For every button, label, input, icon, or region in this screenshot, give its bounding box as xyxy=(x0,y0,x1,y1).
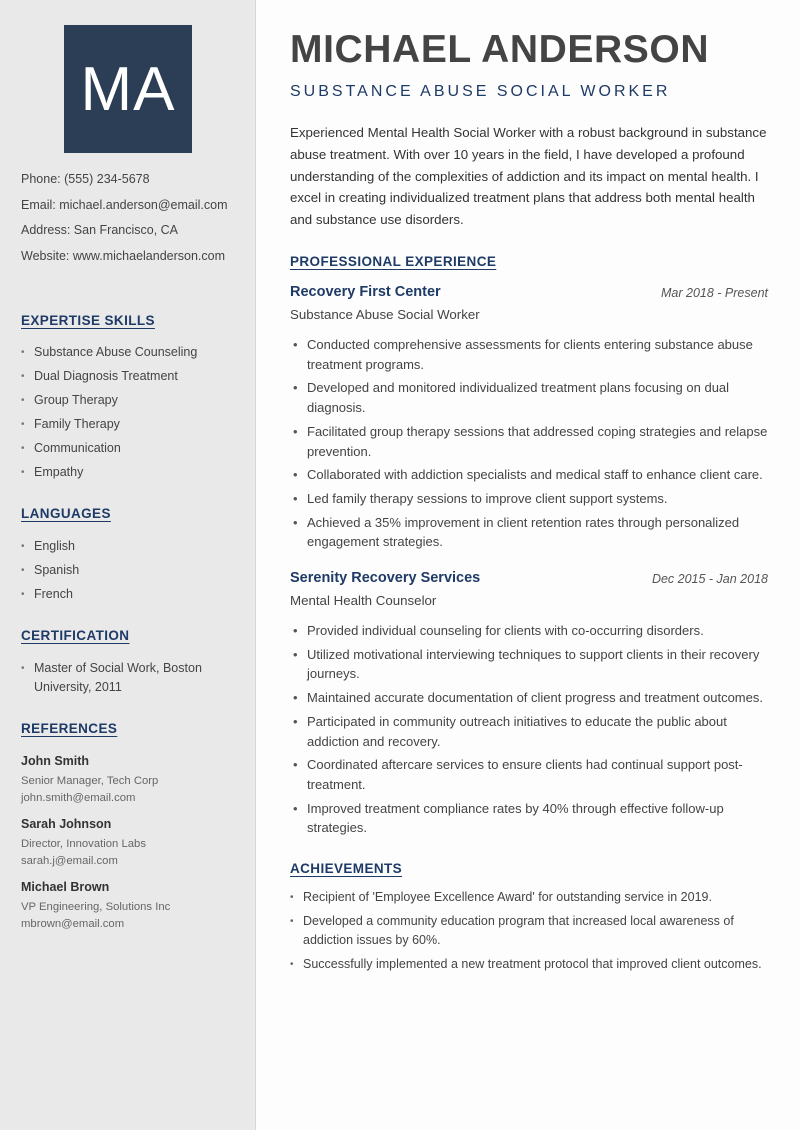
job-bullet: • Participated in community outreach initiatives to educate the public about addiction and recovery. xyxy=(290,712,768,751)
candidate-name: MICHAEL ANDERSON xyxy=(290,28,710,71)
skill-item: • Family Therapy xyxy=(21,415,246,434)
language-item: • Spanish xyxy=(21,561,246,580)
skills-list xyxy=(21,343,246,487)
job-bullet: • Improved treatment compliance rates by 40% through effective follow-up strategies. xyxy=(290,799,768,838)
job-role: Mental Health Counselor xyxy=(290,593,437,608)
candidate-title: SUBSTANCE ABUSE SOCIAL WORKER xyxy=(290,83,671,100)
skill-item: • Substance Abuse Counseling xyxy=(21,343,246,362)
experience-heading: PROFESSIONAL EXPERIENCE xyxy=(290,254,497,269)
reference-name: John Smith xyxy=(21,754,90,768)
job-entry xyxy=(290,570,768,842)
achievement-item: • Developed a community education program that increased local awareness of addiction issues by 60%. xyxy=(290,912,770,950)
sidebar xyxy=(0,0,256,1130)
references-list xyxy=(21,753,246,942)
languages-heading: LANGUAGES xyxy=(21,506,111,521)
job-dates: Mar 2018 - Present xyxy=(661,286,768,300)
reference-role: Director, Innovation Labs xyxy=(21,838,146,850)
reference-role: Senior Manager, Tech Corp xyxy=(21,775,159,787)
achievement-item: • Successfully implemented a new treatment protocol that improved client outcomes. xyxy=(290,955,770,974)
job-bullet: • Maintained accurate documentation of client progress and treatment outcomes. xyxy=(290,688,768,708)
contact-address: Address: San Francisco, CA xyxy=(21,223,179,237)
summary-paragraph: Experienced Mental Health Social Worker with a robust background in substance abuse treatment. With over 10 years in the field, I have developed a profound understanding of the complexities of addiction and its impact on mental health. I excel in creating individualized treatment plans that address both mental health and substance use disorders. xyxy=(290,125,767,228)
certification-item: • Master of Social Work, Boston University, 2011 xyxy=(21,659,246,697)
job-bullet: • Collaborated with addiction specialists and medical staff to enhance client care. xyxy=(290,465,768,485)
language-item: • English xyxy=(21,537,246,556)
contact-info xyxy=(21,172,251,274)
job-header xyxy=(290,570,768,590)
job-company: Recovery First Center xyxy=(290,284,441,300)
job-role: Substance Abuse Social Worker xyxy=(290,307,480,322)
contact-email: Email: michael.anderson@email.com xyxy=(21,197,228,212)
contact-phone: Phone: (555) 234-5678 xyxy=(21,172,150,186)
job-bullet: • Led family therapy sessions to improve client support systems. xyxy=(290,489,768,509)
skills-heading: EXPERTISE SKILLS xyxy=(21,313,155,328)
job-bullet: • Provided individual counseling for clients with co-occurring disorders. xyxy=(290,621,768,641)
job-dates: Dec 2015 - Jan 2018 xyxy=(651,572,768,586)
achievement-item: • Recipient of 'Employee Excellence Award' for outstanding service in 2019. xyxy=(290,888,770,907)
job-company: Serenity Recovery Services xyxy=(290,570,481,586)
reference-entry xyxy=(21,753,246,807)
contact-website: Website: www.michaelanderson.com xyxy=(21,248,226,263)
languages-list xyxy=(21,537,246,609)
job-bullet: • Coordinated aftercare services to ensure clients had continual support post-treatment. xyxy=(290,755,768,794)
references-heading: REFERENCES xyxy=(21,721,118,736)
certification-heading: CERTIFICATION xyxy=(21,628,130,643)
job-header xyxy=(290,284,768,304)
job-bullet: • Facilitated group therapy sessions that addressed coping strategies and relapse prevention. xyxy=(290,422,768,461)
monogram-avatar: MA xyxy=(64,25,192,153)
skill-item: • Dual Diagnosis Treatment xyxy=(21,367,246,386)
job-bullets xyxy=(290,335,768,552)
achievements-heading: ACHIEVEMENTS xyxy=(290,861,403,876)
reference-entry xyxy=(21,879,246,933)
skill-item: • Communication xyxy=(21,439,246,458)
certification-list xyxy=(21,659,246,702)
reference-email: sarah.j@email.com xyxy=(21,855,118,867)
job-bullet: • Developed and monitored individualized treatment plans focusing on dual diagnosis. xyxy=(290,378,768,417)
job-bullet: • Achieved a 35% improvement in client retention rates through personalized engagement strategies. xyxy=(290,513,768,552)
skill-item: • Group Therapy xyxy=(21,391,246,410)
job-entry xyxy=(290,284,768,556)
reference-email: john.smith@email.com xyxy=(21,792,136,804)
reference-name: Michael Brown xyxy=(21,880,110,894)
achievements-list xyxy=(290,888,770,979)
job-bullets xyxy=(290,621,768,838)
reference-name: Sarah Johnson xyxy=(21,817,112,831)
reference-entry xyxy=(21,816,246,870)
job-bullet: • Utilized motivational interviewing techniques to support clients in their recovery journeys. xyxy=(290,645,768,684)
language-item: • French xyxy=(21,585,246,604)
job-bullet: • Conducted comprehensive assessments for clients entering substance abuse treatment programs. xyxy=(290,335,768,374)
main-content xyxy=(256,0,800,1130)
skill-item: • Empathy xyxy=(21,463,246,482)
reference-role: VP Engineering, Solutions Inc xyxy=(21,901,171,913)
reference-email: mbrown@email.com xyxy=(21,918,125,930)
